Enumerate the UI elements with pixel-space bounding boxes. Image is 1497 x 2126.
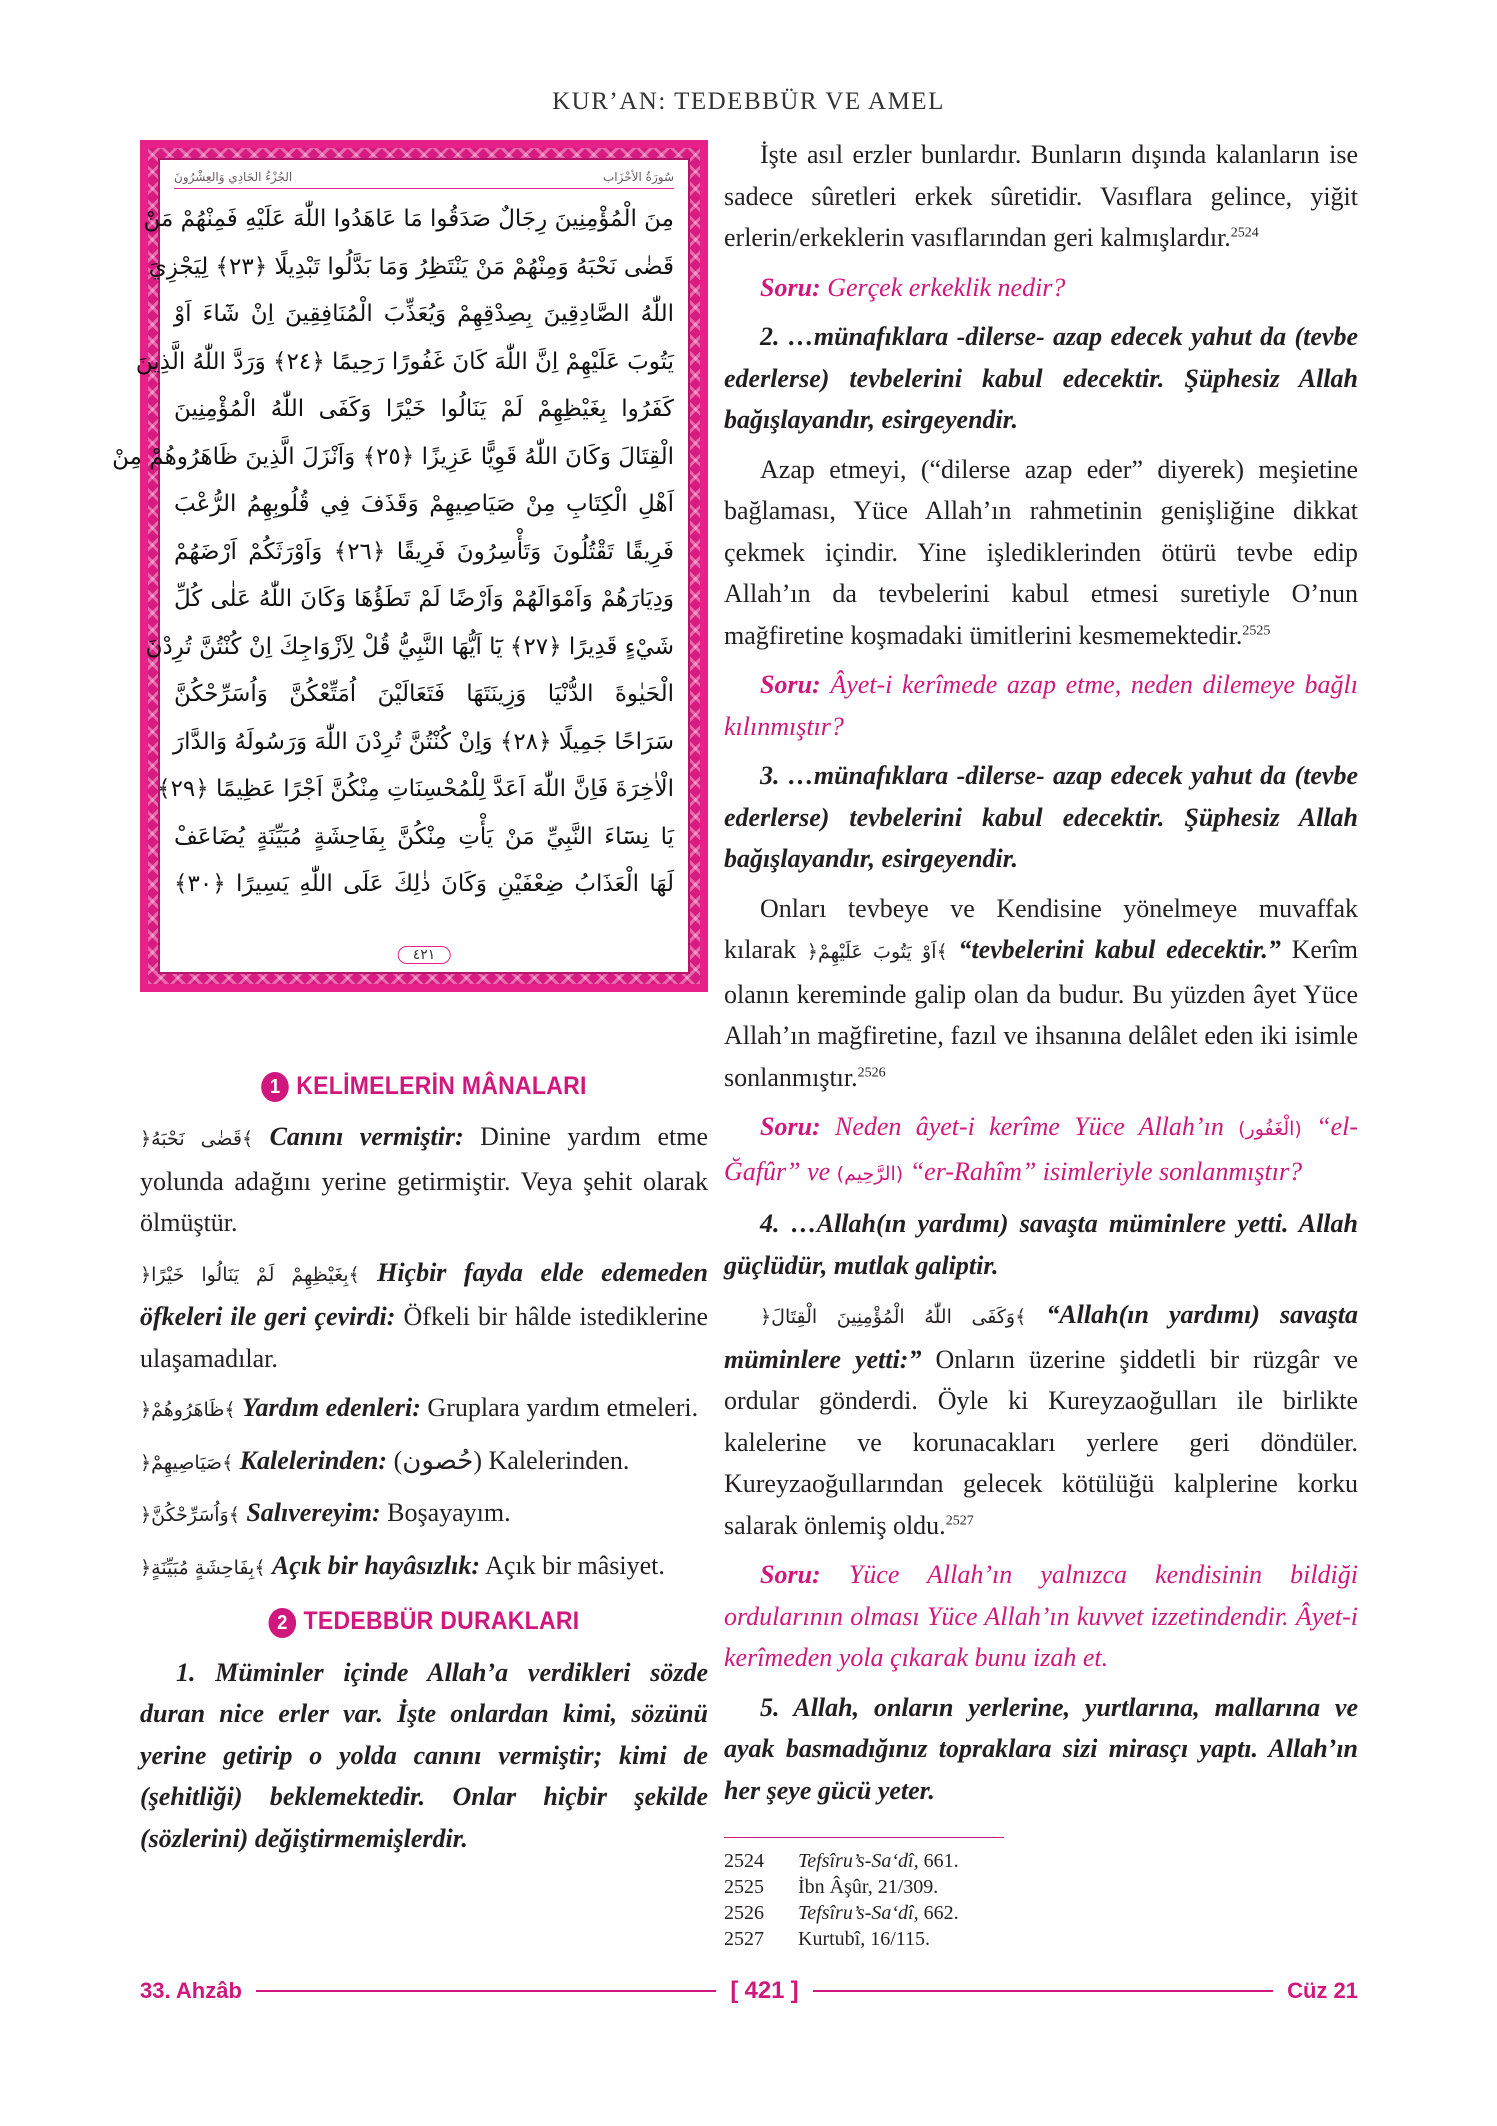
question-text: Yüce Allah’ın yalnızca kendisinin bildiği ordularının olması Yüce Allah’ın kuvvet izzetindendir. Âyet-i kerîmeden yola çıkarak bunu izah et. xyxy=(724,1560,1358,1672)
arabic-word: ﴿صَيَاصِيهِمْ﴾ xyxy=(140,1451,234,1474)
bracket-open: [ xyxy=(730,1977,739,2004)
word-definition: Gruplara yardım etmeleri. xyxy=(420,1393,699,1423)
arabic-word: ﴿بِفَاحِشَةٍ مُبَيِّنَةٍ﴾ xyxy=(140,1556,266,1579)
paragraph-text: Azap etmeyi, (“dilerse azap eder” diyerek) meşietine bağlaması, Yüce Allah’ın rahmetinin genişliğine dikkat çekmek içindir. Yine işlediklerinden ötürü tevbe edip Allah’ın da tevbelerini kabul etmesi suretiyle O’nun mağfiretine koşmadaki ümitlerini kesmemektedir. xyxy=(724,454,1358,650)
quran-line: وَدِيَارَهُمْ وَاَمْوَالَهُمْ وَاَرْضًا لَمْ تَطَؤُهَا وَكَانَ اللّٰهُ عَلٰى كُلِّ xyxy=(174,586,674,612)
mushaf-header xyxy=(174,166,674,189)
section-number-badge: 1 xyxy=(261,1072,289,1102)
mushaf-page xyxy=(112,140,708,992)
arabic-name: (الْغَفُور) xyxy=(1238,1118,1302,1140)
section-title-tedebbur xyxy=(163,1607,686,1637)
paragraph-text: Onların üzerine şiddetli bir rüzgâr ve ordular gönderdi. Öyle ki Kureyzaoğulları ile birlikte kalelerine ve korunacakları yerlere geri döndüler. Kureyzaoğullarından gelecek kötülüğü kalplerine korku salarak önlemiş oldu. xyxy=(724,1344,1359,1540)
question-1 xyxy=(724,267,1358,309)
quran-line: سَرَاحًا جَمِيلًا ﴿٢٨﴾ وَاِنْ كُنْتُنَّ تُرِدْنَ اللّٰهَ وَرَسُولَهُ وَالدَّارَ xyxy=(173,728,674,755)
ornamental-border xyxy=(112,148,700,984)
page-footer xyxy=(140,1976,1358,2006)
footnote-ref-text: İbn Âşûr, 21/309. xyxy=(798,1876,939,1898)
question-3 xyxy=(724,1106,1358,1195)
footnote-ref-text: 661. xyxy=(918,1850,959,1872)
paragraph-3 xyxy=(724,888,1358,1099)
quran-line: اللّٰهُ الصَّادِقِينَ بِصِدْقِهِمْ وَيُعَذِّبَ الْمُنَافِقِينَ اِنْ شَٓاءَ اَوْ xyxy=(174,301,674,327)
paragraph-text: İşte asıl erzler bunlardır. Bunların dışında kalanların ise sadece sûretleri erkek sûretidir. Vasıflara gelince, yiğit erlerin/erkeklerin vasıflarından geri kalmışlardır. xyxy=(724,140,1358,252)
footnote-source: Tefsîru’s-Sa‘dî, xyxy=(798,1850,919,1872)
question-text: Neden âyet-i kerîme Yüce Allah’ın xyxy=(820,1112,1239,1141)
paragraph-2 xyxy=(724,449,1358,657)
section-title-text: KELİMELERİN MÂNALARI xyxy=(296,1072,587,1100)
tedebbur-item-3: 3. …münafıklara -dilerse- azap edecek yahut da (tevbe ederlerse) tevbelerini kabul edecektir. Şüphesiz Allah bağışlayandır, esirgeyendir. xyxy=(724,761,1358,873)
paragraph-text: Onları tevbeye ve Kendisine yönelmeye muvaffak kılarak xyxy=(724,893,1358,964)
footnote-item xyxy=(724,1926,1358,1952)
section-title-text: TEDEBBÜR DURAKLARI xyxy=(303,1607,580,1636)
word-definition: Dinine yardım etme yolunda adağını yerine getirmiştir. Veya şehit olarak ölmüştür. xyxy=(140,1122,708,1238)
word-meaning-entry xyxy=(140,1387,708,1432)
footnote-source: Tefsîru’s-Sa‘dî, xyxy=(798,1902,919,1924)
question-text: Gerçek erkeklik nedir? xyxy=(820,272,1066,302)
footnote-number: 2526 xyxy=(724,1902,764,1924)
footnote-ref: 2524 xyxy=(1230,225,1259,241)
footnote-ref: 2527 xyxy=(945,1512,974,1528)
word-definition: Boşayayım. xyxy=(380,1498,511,1528)
quran-line: مِنَ الْمُؤْمِنِينَ رِجَالٌ صَدَقُوا مَا عَاهَدُوا اللّٰهَ عَلَيْهِ فَمِنْهُمْ مَنْ xyxy=(143,206,674,232)
question-label: Soru: xyxy=(760,1560,821,1589)
footnote-ref-text: Kurtubî, 16/115. xyxy=(798,1928,931,1950)
footer-rule-left xyxy=(256,1990,716,1992)
question-text: “el-Ğafûr” ve xyxy=(724,1112,1358,1186)
quote-translation: “tevbelerini kabul edecektir.” xyxy=(947,935,1281,964)
question-label: Soru: xyxy=(760,272,821,302)
arabic-word: ﴿بِغَيْظِهِمْ لَمْ يَنَالُوا خَيْرًا﴾ xyxy=(140,1263,360,1286)
arabic-word: ﴿وَاُسَرِّحْكُنَّ﴾ xyxy=(140,1504,240,1527)
question-text: Âyet-i kerîmede azap etme, neden dilemeye bağlı kılınmıştır? xyxy=(724,670,1358,741)
word-definition: Açık bir mâsiyet. xyxy=(479,1550,665,1580)
quran-line: كَفَرُوا بِغَيْظِهِمْ لَمْ يَنَالُوا خَيْرًا وَكَفَى اللّٰهُ الْمُؤْمِنِينَ xyxy=(174,396,674,422)
section-number-badge: 2 xyxy=(269,1608,297,1638)
footnote-text xyxy=(798,1926,930,1952)
footnote-number: 2527 xyxy=(724,1928,764,1950)
quran-line: الْقِتَالَ وَكَانَ اللّٰهُ قَوِيًّا عَزِيزًا ﴿٢٥﴾ وَاَنْزَلَ الَّذِينَ ظَاهَرُوهُمْ مِنْ xyxy=(112,443,674,470)
question-2 xyxy=(724,664,1358,747)
quran-line: الْاٰخِرَةَ فَاِنَّ اللّٰهَ اَعَدَّ لِلْمُحْسِنَاتِ مِنْكُنَّ اَجْرًا عَظِيمًا ﴿٢٩﴾ xyxy=(157,776,674,802)
word-meaning-entry xyxy=(140,1116,708,1244)
word-term: Açık bir hayâsızlık: xyxy=(271,1550,480,1580)
footnote-ref: 2525 xyxy=(1242,622,1271,638)
mushaf-page-number: ٤٢١ xyxy=(398,946,451,964)
footnote-divider xyxy=(724,1837,1004,1838)
mushaf-text-area xyxy=(112,158,690,974)
quran-line: يَتُوبَ عَلَيْهِمْ اِنَّ اللّٰهَ كَانَ غَفُورًا رَحِيمًا ﴿٢٤﴾ وَرَدَّ اللّٰهُ الَّذِينَ xyxy=(135,348,674,375)
right-column xyxy=(724,140,1358,1952)
quran-line: يَا نِسَٓاءَ النَّبِيِّ مَنْ يَأْتِ مِنْكُنَّ بِفَاحِشَةٍ مُبَيِّنَةٍ يُضَاعَفْ xyxy=(174,823,674,850)
quran-line: اَهْلِ الْكِتَابِ مِنْ صَيَاصِيهِمْ وَقَذَفَ فِي قُلُوبِهِمُ الرُّعْبَ xyxy=(174,491,674,517)
word-meaning-entry xyxy=(140,1440,708,1485)
word-term: Salıvereyim: xyxy=(246,1498,381,1528)
arabic-word: ﴿ظَاهَرُوهُمْ﴾ xyxy=(140,1399,236,1422)
quran-lines xyxy=(112,196,674,909)
footnote-ref-text: 662. xyxy=(918,1902,959,1924)
paragraph-text: Kerîm olanın kereminde galip olan da budur. Bu yüzden âyet Yüce Allah’ın mağfiretine, fazıl ve ihsanına delâlet eden iki isimle sonlanmıştır. xyxy=(724,935,1359,1092)
question-text: “er-Rahîm” isimleriyle sonlanmıştır? xyxy=(903,1156,1303,1186)
mushaf-juz-label: الجُزْءُ الحَادِي وَالعِشْرُونَ xyxy=(174,170,293,184)
question-label: Soru: xyxy=(760,1112,821,1141)
quran-line: الْحَيٰوةَ الدُّنْيَا وَزِينَتَهَا فَتَعَالَيْنَ اُمَتِّعْكُنَّ وَاُسَرِّحْكُنَّ xyxy=(174,681,674,707)
word-definition: (حُصون) Kalelerinden. xyxy=(387,1445,630,1475)
footnote-item xyxy=(724,1848,1358,1874)
footnote-item xyxy=(724,1874,1358,1900)
section-title-kelimeler xyxy=(163,1072,686,1102)
tedebbur-item-5: 5. Allah, onların yerlerine, yurtlarına, mallarına ve ayak basmadığınız topraklara sizi mirasçı yaptı. Allah’ın her şeye gücü yeter. xyxy=(724,1692,1358,1805)
mushaf-surah-label: سُورَةُ الأحْزَاب xyxy=(603,170,674,184)
tedebbur-item-4: 4. …Allah(ın yardımı) savaşta müminlere yetti. Allah güçlüdür, mutlak galiptir. xyxy=(724,1209,1358,1280)
footnote-number: 2524 xyxy=(724,1850,764,1872)
word-term: Yardım edenleri: xyxy=(242,1393,421,1423)
arabic-word: ﴿قَضٰى نَحْبَهُ﴾ xyxy=(140,1128,254,1151)
paragraph-4 xyxy=(724,1294,1358,1546)
page-number-value: 421 xyxy=(744,1977,785,2004)
word-term: Kalelerinden: xyxy=(239,1445,388,1475)
tedebbur-item-2: 2. …münafıklara -dilerse- azap edecek yahut da (tevbe ederlerse) tevbelerini kabul edecektir. Şüphesiz Allah bağışlayandır, esirgeyendir. xyxy=(724,322,1358,434)
arabic-name: (الرَّحِيم) xyxy=(836,1162,904,1185)
word-term: Hiçbir fayda elde edemeden öfkeleri ile geri çevirdi: xyxy=(140,1257,708,1332)
word-meaning-entry xyxy=(140,1545,708,1590)
item-text: Müminler içinde Allah’a verdikleri sözde duran nice erler var. İşte onlardan kimi, sözünü yerine getirip o yolda canını vermiştir; kimi de (şehitliği) beklemektedir. Onlar hiçbir şekilde (sözlerini) değiştirmemişlerdir. xyxy=(140,1657,708,1853)
left-column xyxy=(140,1050,708,1867)
paragraph-intro xyxy=(724,134,1358,259)
arabic-quote: ﴿وَكَفَى اللّٰهُ الْمُؤْمِنِينَ الْقِتَالَ﴾ xyxy=(760,1306,1027,1328)
quran-line: لَهَا الْعَذَابُ ضِعْفَيْنِ وَكَانَ ذٰلِكَ عَلَى اللّٰهِ يَسِيرًا ﴿٣٠﴾ xyxy=(174,871,674,897)
footnote-text xyxy=(798,1848,959,1874)
footnote-ref: 2526 xyxy=(857,1064,886,1080)
footnote-text xyxy=(798,1874,938,1900)
footer-surah: 33. Ahzâb xyxy=(140,1978,242,2003)
question-label: Soru: xyxy=(760,670,821,699)
footnote-text xyxy=(798,1900,959,1926)
word-definition: Öfkeli bir hâlde istediklerine ulaşamadılar. xyxy=(140,1302,708,1373)
footer-rule-right xyxy=(813,1990,1273,1992)
footnote-item xyxy=(724,1900,1358,1926)
footnote-number: 2525 xyxy=(724,1876,764,1898)
footer-juz: Cüz 21 xyxy=(1287,1978,1359,2003)
word-term: Canını vermiştir: xyxy=(269,1122,464,1152)
word-meaning-entry xyxy=(140,1492,708,1537)
item-number: 1. xyxy=(176,1657,196,1687)
word-meaning-entry xyxy=(140,1252,708,1380)
footnotes xyxy=(724,1848,1358,1952)
bracket-close: ] xyxy=(790,1977,799,2004)
arabic-quote: ﴿اَوْ يَتُوبَ عَلَيْهِمْ﴾ xyxy=(806,941,948,963)
running-head: KUR’AN: TEDEBBÜR VE AMEL xyxy=(552,88,945,115)
question-4 xyxy=(724,1554,1358,1679)
tedebbur-item-1 xyxy=(140,1652,708,1860)
word-meanings-list xyxy=(140,1116,708,1589)
quote-translation: “Allah(ın yardımı) savaşta müminlere yetti:” xyxy=(724,1300,1358,1374)
footer-page-number xyxy=(730,1977,798,2005)
quran-line: قَضٰى نَحْبَهُ وَمِنْهُمْ مَنْ يَنْتَظِرُ وَمَا بَدَّلُوا تَبْدِيلًا ﴿٢٣﴾ لِيَجْزِيَ xyxy=(148,253,674,280)
quran-line: فَرِيقًا تَقْتُلُونَ وَتَأْسِرُونَ فَرِيقًا ﴿٢٦﴾ وَاَوْرَثَكُمْ اَرْضَهُمْ xyxy=(174,538,674,565)
quran-line: شَيْءٍ قَدِيرًا ﴿٢٧﴾ يَٓا اَيُّهَا النَّبِيُّ قُلْ لِاَزْوَاجِكَ اِنْ كُنْتُنَّ تُرِدْنَ xyxy=(145,633,674,660)
